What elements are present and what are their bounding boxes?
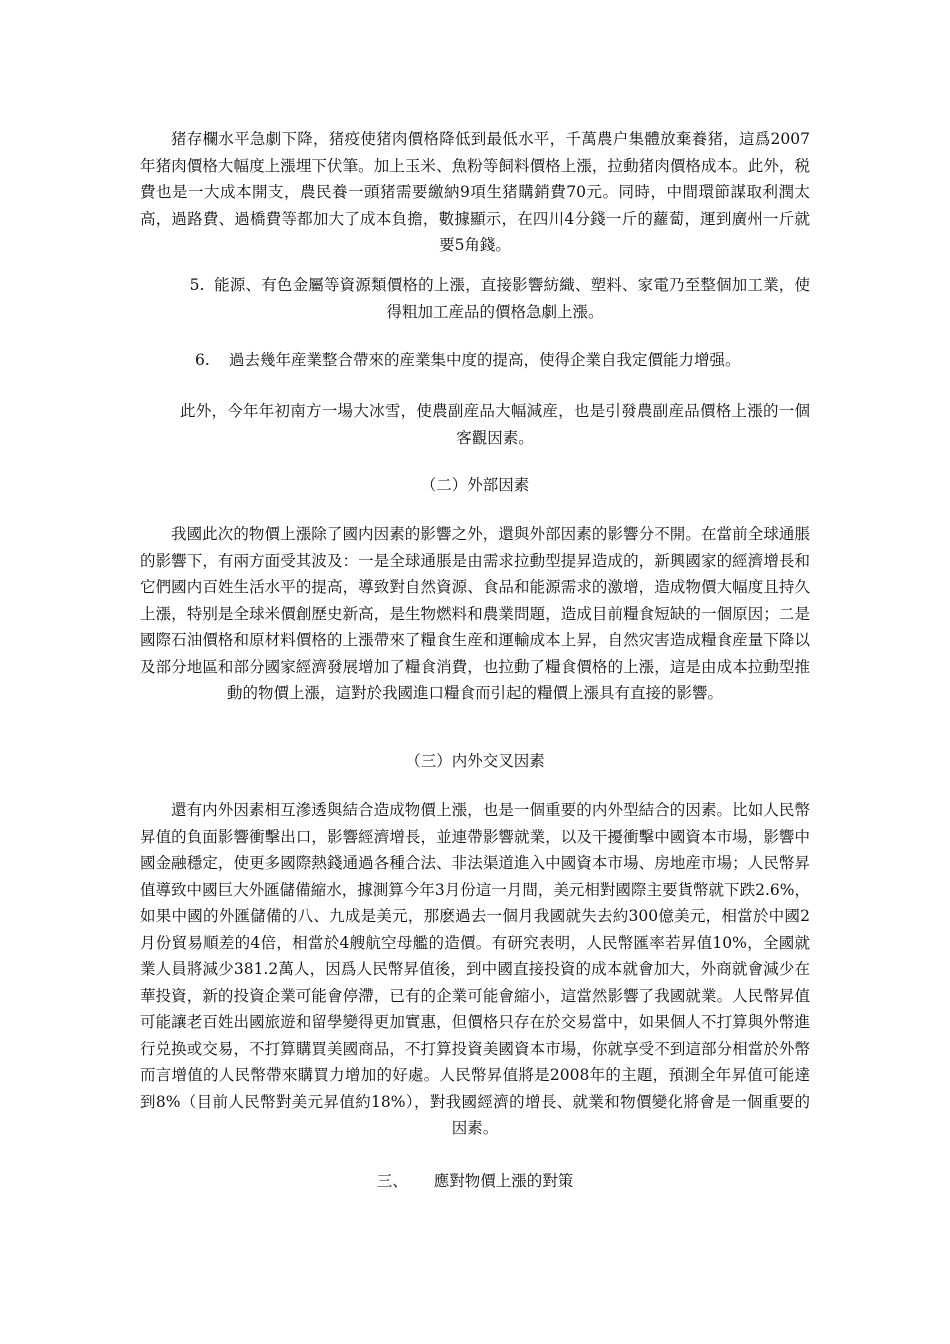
section-number: 三、: [376, 1172, 408, 1190]
heading-cross-factors: （三）内外交叉因素: [405, 752, 545, 770]
paragraph-external-factors: 我國此次的物價上漲除了國内因素的影響之外，還與外部因素的影響分不開。在當前全球通脹的影響下，有兩方面受其波及：一是全球通脹是由需求拉動型提昇造成的，新興國家的經濟增長和它們國内百姓生活水平的提高，導致對自然資源、食品和能源需求的激增，造成物價大幅度且持久上漲，特别是全球米價創歷史新高，是生物燃料和農業問題，造成目前糧食短缺的一個原因；二是國際石油價格和原材料價格的上漲帶來了糧食生産和運輸成本上昇，自然灾害造成糧食産量下降以及部分地區和部分國家經濟發展增加了糧食消費，也拉動了糧食價格的上漲，這是由成本拉動型推動的物價上漲，這對於我國進口糧食而引起的糧價上漲具有直接的影響。: [140, 525, 810, 702]
section-title: 應對物價上漲的對策: [433, 1172, 574, 1190]
list-item-5-number: 5.: [189, 276, 205, 294]
paragraph-snowstorm: 此外，今年年初南方一場大冰雪，使農副産品大幅減産，也是引發農副産品價格上漲的一個客觀因素。: [180, 402, 810, 447]
paragraph-pork-price: 猪存欄水平急劇下降，猪疫使猪肉價格降低到最低水平，千萬農户集體放棄養猪，這爲2007年猪肉價格大幅度上漲埋下伏筆。加上玉米、魚粉等飼料價格上漲，拉動猪肉價格成本。此外，税費也是一大成本開支，農民養一頭猪需要繳納9項生猪購銷費70元。同時，中間環節謀取利潤太高，過路費、過橋費等都加大了成本負擔，數據顯示，在四川4分錢一斤的蘿蔔，運到廣州一斤就要5角錢。: [140, 130, 810, 254]
list-item-6-text: 過去幾年産業整合帶來的産業集中度的提高，使得企業自我定價能力增强。: [229, 351, 741, 369]
section-heading-countermeasures: [140, 1168, 810, 1195]
list-item-5-text: 能源、有色金屬等資源類價格的上漲，直接影響紡織、塑料、家電乃至整個加工業，使得粗加工産品的價格急劇上漲。: [214, 276, 810, 321]
paragraph-cross-factors: 還有内外因素相互滲透與結合造成物價上漲，也是一個重要的内外型結合的因素。比如人民幣昇值的負面影響衝擊出口，影響經濟增長，並連帶影響就業，以及干擾衝擊中國資本市場，影響中國金融穩定，使更多國際熱錢通過各種合法、非法渠道進入中國資本市場、房地産市場；人民幣昇值導致中國巨大外匯儲備縮水，據測算今年3月份這一月間，美元相對國際主要貨幣就下跌2.6%，如果中國的外匯儲備的八、九成是美元，那麽過去一個月我國就失去約300億美元，相當於中國2月份貿易順差的4倍，相當於4艘航空母艦的造價。有研究表明，人民幣匯率若昇值10%，全國就業人員將減少381.2萬人，因爲人民幣昇值後，到中國直接投資的成本就會加大，外商就會減少在華投資，新的投資企業可能會停滯，已有的企業可能會縮小，這當然影響了我國就業。人民幣昇值可能讓老百姓出國旅遊和留學變得更加實惠，但價格只存在於交易當中，如果個人不打算與外幣進行兑换或交易，不打算購買美國商品，不打算投資美國資本市場，你就享受不到這部分相當於外幣而言增值的人民幣帶來購買力增加的好處。人民幣昇值將是2008年的主題，預測全年昇值可能達到8%（目前人民幣對美元昇值約18%），對我國經濟的增長、就業和物價變化將會是一個重要的因素。: [140, 801, 810, 1137]
list-item-6-number: 6.: [195, 351, 210, 369]
list-item-6: [195, 347, 810, 374]
list-item-5: [180, 272, 810, 325]
heading-external-factors: （二）外部因素: [420, 476, 530, 494]
